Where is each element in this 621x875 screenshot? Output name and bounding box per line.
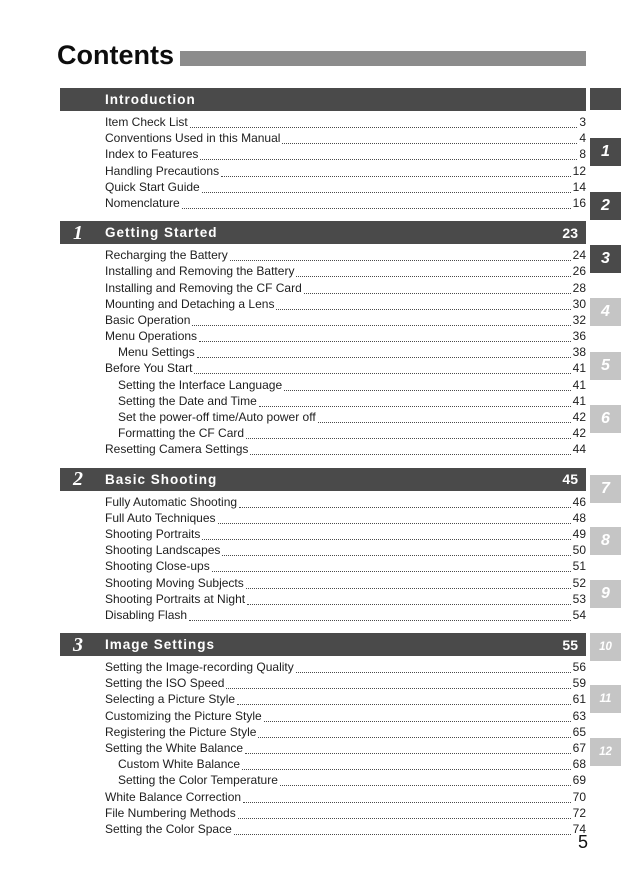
toc-entry-label: Shooting Moving Subjects <box>105 575 244 590</box>
toc-entry-page-number: 67 <box>572 741 586 755</box>
toc-entry-label: Nomenclature <box>105 195 180 210</box>
toc-entry-label: Item Check List <box>105 115 188 129</box>
toc-entry-page-number: 14 <box>572 179 586 194</box>
toc-entry-page-number: 50 <box>572 543 586 558</box>
dotted-leader <box>221 163 571 177</box>
toc-entry-label: Index to Features <box>105 147 199 162</box>
toc-entry-label: Setting the Color Temperature <box>118 773 278 788</box>
footer-page-number: 5 <box>577 832 588 852</box>
dotted-leader <box>296 659 571 673</box>
dotted-leader <box>259 393 571 407</box>
dotted-leader <box>230 247 571 261</box>
toc-entry[interactable] <box>105 805 586 821</box>
dotted-leader <box>190 114 578 128</box>
toc-entry[interactable] <box>105 591 586 607</box>
toc-entry[interactable] <box>105 789 586 805</box>
chapter-tab-10 <box>590 633 621 661</box>
toc-entry-page-number: 63 <box>572 708 586 723</box>
toc-entry[interactable] <box>105 146 586 162</box>
toc-entry-label: Recharging the Battery <box>105 248 228 263</box>
chapter-tab-8 <box>590 527 621 555</box>
toc-entry[interactable] <box>105 130 586 146</box>
toc-entry-page-number: 28 <box>572 280 586 295</box>
toc-entry-page-number: 42 <box>572 426 586 441</box>
toc-entry[interactable] <box>105 494 586 510</box>
dotted-leader <box>202 179 571 193</box>
toc-entry[interactable] <box>105 179 586 195</box>
dotted-leader <box>238 805 571 819</box>
toc-entry-page-number: 16 <box>572 195 586 210</box>
toc-entry[interactable] <box>105 247 586 263</box>
toc-entry-page-number: 24 <box>572 248 586 263</box>
toc-entry-label: Menu Operations <box>105 329 198 344</box>
dotted-leader <box>250 441 570 455</box>
toc-entry-label: Basic Operation <box>105 312 191 327</box>
chapter-tab-label: 4 <box>601 303 610 320</box>
toc-entry[interactable] <box>105 659 586 675</box>
toc-entry[interactable] <box>105 510 586 526</box>
dotted-leader <box>245 740 571 754</box>
toc-entry-label: Shooting Portraits <box>105 526 201 541</box>
toc-entry-label: Quick Start Guide <box>105 179 200 194</box>
toc-entry-label: Handling Precautions <box>105 163 220 178</box>
dotted-leader <box>199 328 571 342</box>
toc-entry-page-number: 61 <box>572 692 586 707</box>
chapter-tab-label: 9 <box>601 585 610 602</box>
chapter-tab-introduction <box>590 88 621 110</box>
dotted-leader <box>197 344 571 358</box>
dotted-leader <box>318 409 571 423</box>
toc-entry-label: Setting the White Balance <box>105 741 244 755</box>
dotted-leader <box>264 708 571 722</box>
toc-entry[interactable] <box>118 425 586 441</box>
chapter-tab-label: 1 <box>601 143 610 160</box>
dotted-leader <box>226 675 570 689</box>
toc-entry[interactable] <box>105 691 586 707</box>
toc-entry-page-number: 41 <box>572 393 586 408</box>
toc-entry-label: Setting the Date and Time <box>118 393 257 408</box>
toc-entry[interactable] <box>105 607 586 623</box>
toc-entry[interactable] <box>118 377 586 393</box>
toc-entry[interactable] <box>105 708 586 724</box>
toc-section <box>60 633 586 837</box>
toc-entry-page-number: 38 <box>572 345 586 360</box>
toc-entry[interactable] <box>118 344 586 360</box>
toc-entry-label: Registering the Picture Style <box>105 724 257 739</box>
dotted-leader <box>182 195 571 209</box>
chapter-tab-7 <box>590 475 621 503</box>
toc-section <box>60 221 586 457</box>
toc-entry-page-number: 44 <box>572 442 586 457</box>
dotted-leader <box>246 575 571 589</box>
toc-entry-page-number: 65 <box>572 724 586 739</box>
section-page-number: 23 <box>562 224 578 241</box>
toc-entry-label: Resetting Camera Settings <box>105 442 249 457</box>
section-entries <box>60 111 586 211</box>
section-header-bar <box>60 88 586 111</box>
toc-entry-label: Set the power-off time/Auto power off <box>118 410 316 424</box>
toc-entry-label: Before You Start <box>105 361 193 376</box>
toc-entry-page-number: 69 <box>572 773 586 788</box>
dotted-leader <box>237 691 571 705</box>
dotted-leader <box>282 130 577 144</box>
toc-entry-label: Mounting and Detaching a Lens <box>105 296 275 311</box>
section-header-bar <box>60 633 586 656</box>
chapter-tab-9 <box>590 580 621 608</box>
toc-entry-label: Shooting Landscapes <box>105 543 221 558</box>
chapter-tab-label: 8 <box>601 532 610 549</box>
dotted-leader <box>258 724 570 738</box>
toc-entry-page-number: 54 <box>572 607 586 622</box>
section-title: Basic Shooting <box>105 471 218 487</box>
dotted-leader <box>276 296 570 310</box>
dotted-leader <box>202 526 570 540</box>
dotted-leader <box>280 772 571 786</box>
toc-entry-label: File Numbering Methods <box>105 805 236 820</box>
page-title: Contents <box>57 40 174 70</box>
toc-section <box>60 468 586 624</box>
toc-entry-page-number: 48 <box>572 510 586 525</box>
toc-entry-page-number: 53 <box>572 591 586 606</box>
chapter-tab-label: 6 <box>601 410 610 427</box>
toc-entry[interactable] <box>105 526 586 542</box>
toc-entry-page-number: 12 <box>572 163 586 178</box>
chapter-tab-5 <box>590 352 621 380</box>
toc-entry-label: Setting the Interface Language <box>118 377 283 392</box>
toc-entry[interactable] <box>105 575 586 591</box>
dotted-leader <box>296 263 570 277</box>
toc-entry-page-number: 51 <box>572 559 586 574</box>
chapter-tab-3 <box>590 245 621 273</box>
toc-entry-label: Shooting Close-ups <box>105 559 210 574</box>
section-entries <box>60 656 586 837</box>
chapter-number: 3 <box>73 633 83 656</box>
toc-entry-page-number: 41 <box>572 361 586 376</box>
toc-entry[interactable] <box>105 114 586 130</box>
toc-entry-label: White Balance Correction <box>105 789 242 804</box>
section-header-bar <box>60 221 586 244</box>
dotted-leader <box>200 146 577 160</box>
toc-entry-label: Selecting a Picture Style <box>105 692 236 707</box>
toc-entry-page-number: 3 <box>579 115 586 129</box>
dotted-leader <box>222 542 570 556</box>
toc-section <box>60 88 586 211</box>
toc-entry-page-number: 42 <box>572 410 586 424</box>
toc-entry-label: Fully Automatic Shooting <box>105 494 238 509</box>
dotted-leader <box>247 591 571 605</box>
toc-entry[interactable] <box>105 280 586 296</box>
toc-entry[interactable] <box>105 821 586 837</box>
dotted-leader <box>234 821 571 835</box>
chapter-tab-label: 12 <box>599 746 612 758</box>
toc-entry-page-number: 8 <box>579 147 586 162</box>
dotted-leader <box>304 280 571 294</box>
toc-entry[interactable] <box>105 163 586 179</box>
chapter-tab-label: 2 <box>601 197 610 214</box>
chapter-number: 1 <box>73 221 83 244</box>
chapter-tab-label: 10 <box>599 641 612 653</box>
chapter-tab-6 <box>590 405 621 433</box>
toc-entry-page-number: 4 <box>579 131 586 146</box>
toc-entry-label: Formatting the CF Card <box>118 426 245 441</box>
chapter-tab-2 <box>590 192 621 220</box>
chapter-tab-11 <box>590 685 621 713</box>
section-page-number: 55 <box>562 636 578 653</box>
toc-entry-label: Setting the ISO Speed <box>105 676 225 691</box>
toc-entry-label: Disabling Flash <box>105 607 188 622</box>
toc-entry-label: Conventions Used in this Manual <box>105 131 281 146</box>
section-title: Image Settings <box>105 637 216 653</box>
dotted-leader <box>239 494 571 508</box>
toc-entry[interactable] <box>118 393 586 409</box>
toc-entry[interactable] <box>105 360 586 376</box>
toc-sections <box>60 88 586 847</box>
toc-entry-page-number: 49 <box>572 526 586 541</box>
toc-entry[interactable] <box>118 772 586 788</box>
toc-entry[interactable] <box>105 441 586 457</box>
dotted-leader <box>194 360 570 374</box>
dotted-leader <box>284 377 571 391</box>
toc-entry[interactable] <box>105 542 586 558</box>
title-decoration-bar <box>180 51 586 66</box>
chapter-tab-4 <box>590 298 621 326</box>
toc-entry-label: Custom White Balance <box>118 757 241 772</box>
chapter-tab-label: 5 <box>601 357 610 374</box>
chapter-tab-label: 3 <box>601 250 610 267</box>
dotted-leader <box>246 425 571 439</box>
toc-entry[interactable] <box>105 675 586 691</box>
section-title: Getting Started <box>105 225 218 241</box>
toc-entry[interactable] <box>105 296 586 312</box>
toc-entry[interactable] <box>118 409 586 425</box>
toc-entry-page-number: 32 <box>572 312 586 327</box>
toc-entry-page-number: 41 <box>572 377 586 392</box>
toc-entry-label: Full Auto Techniques <box>105 510 216 525</box>
section-title: Introduction <box>105 92 196 107</box>
toc-entry[interactable] <box>118 756 586 772</box>
toc-entry-label: Customizing the Picture Style <box>105 708 262 723</box>
toc-entry-page-number: 59 <box>572 676 586 691</box>
toc-entry[interactable] <box>105 312 586 328</box>
chapter-tab-12 <box>590 738 621 766</box>
chapter-tab-label: 7 <box>601 480 610 497</box>
toc-entry-page-number: 30 <box>572 296 586 311</box>
section-header-bar <box>60 468 586 491</box>
chapter-tab-label: 11 <box>599 693 612 705</box>
dotted-leader <box>218 510 571 524</box>
toc-entry-label: Menu Settings <box>118 345 195 360</box>
toc-entry-page-number: 46 <box>572 494 586 509</box>
dotted-leader <box>212 558 571 572</box>
toc-entry-label: Setting the Color Space <box>105 821 232 836</box>
toc-entry-label: Installing and Removing the Battery <box>105 264 295 279</box>
section-entries <box>60 244 586 457</box>
toc-entry[interactable] <box>105 740 586 756</box>
toc-entry-page-number: 68 <box>572 757 586 772</box>
toc-entry-page-number: 70 <box>572 789 586 804</box>
toc-entry[interactable] <box>105 195 586 211</box>
toc-entry-page-number: 52 <box>572 575 586 590</box>
toc-entry-label: Setting the Image-recording Quality <box>105 660 294 675</box>
section-entries <box>60 491 586 624</box>
chapter-number: 2 <box>73 468 83 491</box>
toc-entry-label: Installing and Removing the CF Card <box>105 280 302 295</box>
dotted-leader <box>192 312 570 326</box>
toc-entry-page-number: 72 <box>572 805 586 820</box>
toc-entry-page-number: 56 <box>572 660 586 675</box>
toc-entry[interactable] <box>105 328 586 344</box>
dotted-leader <box>243 789 571 803</box>
toc-entry-label: Shooting Portraits at Night <box>105 591 246 606</box>
toc-entry-page-number: 74 <box>572 821 586 836</box>
dotted-leader <box>189 607 571 621</box>
section-page-number: 45 <box>562 471 578 488</box>
toc-entry[interactable] <box>105 558 586 574</box>
toc-entry[interactable] <box>105 724 586 740</box>
toc-entry-page-number: 36 <box>572 329 586 344</box>
chapter-tab-1 <box>590 138 621 166</box>
dotted-leader <box>242 756 571 770</box>
toc-entry-page-number: 26 <box>572 264 586 279</box>
toc-entry[interactable] <box>105 263 586 279</box>
